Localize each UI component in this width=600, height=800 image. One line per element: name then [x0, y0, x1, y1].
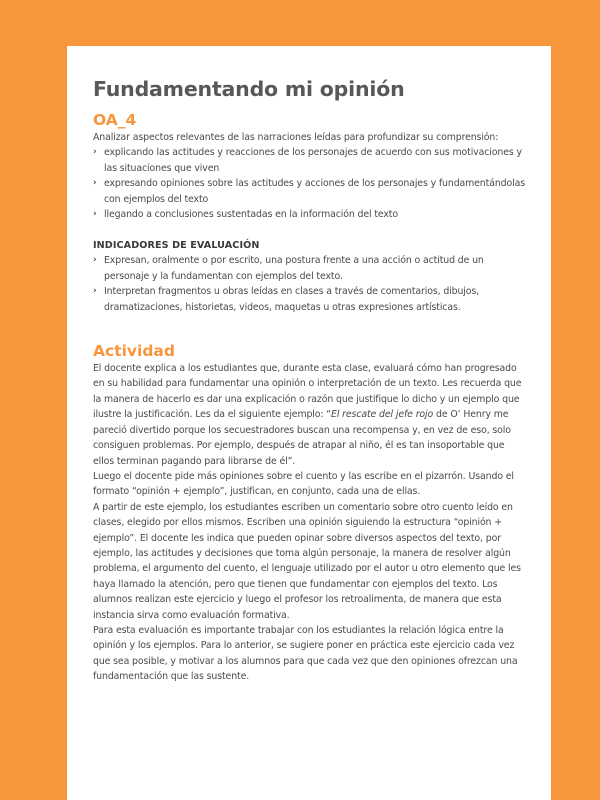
activity-paragraph-1-end: de O’ Henry me pareció divertido porque los secuestradores buscan una recompensa y, en vez de eso, solo consiguen problemas. Por ejemplo, después de atrapar al niño, él es tan insoportable que ellos terminan pagando para librarse de él”.: [93, 409, 511, 467]
indicator-bullet-item: [93, 253, 525, 284]
indicator-bullet-text: Interpretan fragmentos u obras leídas en clases a través de comentarios, dibujos, dramatizaciones, historietas, videos, maquetas u otras expresiones artísticas.: [104, 286, 480, 313]
indicator-bullet-text: Expresan, oralmente o por escrito, una postura frente a una acción o actitud de un personaje y la fundamentan con ejemplos del texto.: [104, 255, 484, 282]
oa-bullet-item: [93, 207, 525, 222]
activity-paragraph-1-start: El docente explica a los estudiantes que, durante esta clase, evaluará cómo han progresado en su habilidad para fundamentar una opinión o interpretación de un texto. Les recuerda que la manera de hacerlo es dar una explicación o razón que justifique lo dicho y un ejemplo que ilustre la justificación. Les da el siguiente ejemplo: “: [93, 363, 522, 421]
page-title: Fundamentando mi opinión: [93, 77, 405, 101]
activity-paragraph-2: Luego el docente pide más opiniones sobre el cuento y las escribe en el pizarrón. Usando el formato “opinión + ejemplo”, justifican, en conjunto, cada una de ellas.: [93, 470, 514, 498]
chevron-right-icon: ›: [93, 147, 97, 158]
oa-bullet-text: explicando las actitudes y reacciones de los personajes de acuerdo con sus motivaciones y las situaciones que viven: [104, 147, 522, 174]
oa-bullet-text: llegando a conclusiones sustentadas en la información del texto: [104, 209, 398, 221]
oa-bullet-item: [93, 145, 525, 176]
oa-heading: OA_4: [93, 111, 137, 129]
oa-bullet-list: [93, 145, 525, 222]
activity-heading: Actividad: [93, 342, 175, 361]
book-title: El rescate del jefe rojo: [331, 409, 434, 421]
oa-bullet-text: expresando opiniones sobre las actitudes y acciones de los personajes y fundamentándolas con ejemplos del texto: [104, 178, 525, 205]
document-page: [67, 46, 551, 800]
chevron-right-icon: ›: [93, 178, 97, 189]
indicators-bullet-list: [93, 253, 525, 315]
oa-intro: Analizar aspectos relevantes de las narraciones leídas para profundizar su comprensión:: [93, 132, 499, 143]
chevron-right-icon: ›: [93, 255, 97, 266]
activity-paragraph-4: Para esta evaluación es importante trabajar con los estudiantes la relación lógica entre la opinión y los ejemplos. Para lo anterior, se sugiere poner en práctica este ejercicio cada vez que sea posible, y motivar a los alumnos para que cada vez que den opiniones ofrezcan una fundamentación que las sustente.: [93, 624, 518, 683]
indicators-heading: INDICADORES DE EVALUACIÓN: [93, 240, 260, 252]
chevron-right-icon: ›: [93, 286, 97, 297]
document-content: [93, 74, 525, 685]
activity-paragraph-3: A partir de este ejemplo, los estudiantes escriben un comentario sobre otro cuento leído en clases, elegido por ellos mismos. Escriben una opinión siguiendo la estructura “opinión + ejemplo”. El docente les indica que pueden opinar sobre diversos aspectos del texto, por ejemplo, las actitudes y decisiones que toma algún personaje, la manera de resolver algún problema, el argumento del cuento, el lenguaje utilizado por el autor u otro elemento que les haya llamado la atención, pero que tienen que fundamentar con ejemplos del texto. Los alumnos realizan este ejercicio y luego el profesor los retroalimenta, de manera que esta instancia sirva como evaluación formativa.: [93, 501, 521, 621]
chevron-right-icon: ›: [93, 209, 97, 220]
oa-bullet-item: [93, 176, 525, 207]
activity-paragraph-1: [93, 361, 525, 469]
indicator-bullet-item: [93, 284, 525, 315]
